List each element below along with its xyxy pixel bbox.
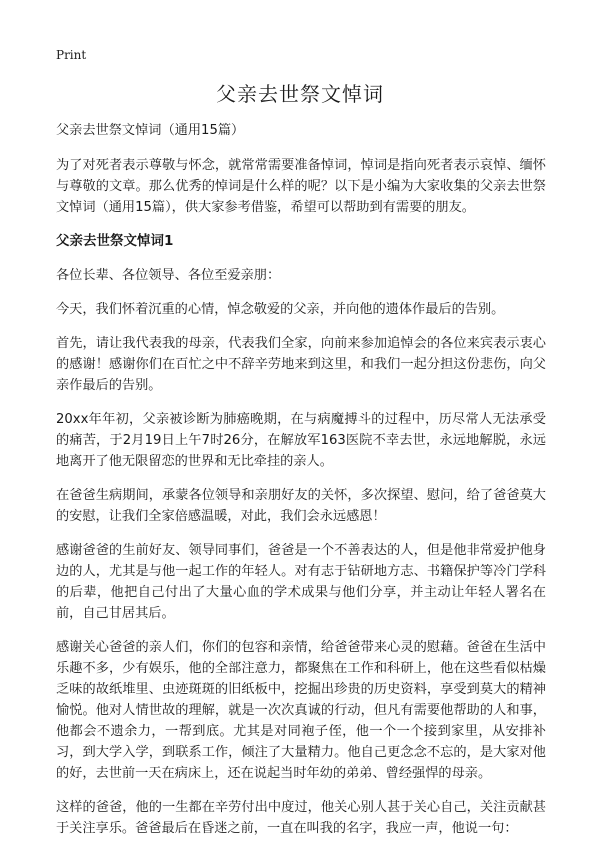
body-paragraph: 这样的爸爸，他的一生都在辛劳付出中度过，他关心别人甚于关心自己，关注贡献甚于关注享乐。爸爸最后在昏迷之前，一直在叫我的名字，我应一声，他说一句： [56,800,546,836]
body-paragraph: 20xx年年初，父亲被诊断为肺癌晚期，在与病魔搏斗的过程中，历尽常人无法承受的痛苦，于2月19日上午7时26分，在解放军163医院不幸去世，永远地解脱，永远地离开了他无限留恋的世界和无比牵挂的亲人。 [56,412,546,469]
document-body [56,120,546,852]
page-title: 父亲去世祭文悼词 [216,82,384,106]
section-heading: 父亲去世祭文悼词1 [56,233,174,249]
body-paragraph: 在爸爸生病期间，承蒙各位领导和亲朋好友的关怀，多次探望、慰问，给了爸爸莫大的安慰，让我们全家倍感温暖，对此，我们会永远感恩！ [56,488,546,524]
document-subtitle: 父亲去世祭文悼词（通用15篇） [56,123,245,138]
body-paragraph: 今天，我们怀着沉重的心情，悼念敬爱的父亲，并向他的遗体作最后的告别。 [56,302,505,317]
body-paragraph: 感谢关心爸爸的亲人们，你们的包容和亲情，给爸爸带来心灵的慰藉。爸爸在生活中乐趣不多，少有娱乐，他的全部注意力，都聚焦在工作和科研上，他在这些看似枯燥乏味的故纸堆里、虫迹斑斑的旧纸板中，挖掘出珍贵的历史资料，享受到莫大的精神愉悦。他对人情世故的理解，就是一次次真诚的行动，但凡有需要他帮助的人和事，他都会不遗余力，一帮到底。尤其是对同袍子侄，他一个一个接到家里，从安排补习，到大学入学，到联系工作，倾注了大量精力。他自己更念念不忘的，是大家对他的好，去世前一天在病床上，还在说起当时年幼的弟弟、曾经强悍的母亲。 [56,640,546,781]
print-link[interactable]: Print [56,48,87,62]
body-paragraph: 首先，请让我代表我的母亲，代表我们全家，向前来参加追悼会的各位来宾表示衷心的感谢！感谢你们在百忙之中不辞辛劳地来到这里，和我们一起分担这份悲伤，向父亲作最后的告别。 [56,336,546,393]
body-paragraph: 感谢爸爸的生前好友、领导同事们，爸爸是一个不善表达的人，但是他非常爱护他身边的人，尤其是与他一起工作的年轻人。对有志于钻研地方志、书籍保护等冷门学科的后辈，他把自己付出了大量心血的学术成果与他们分享，并主动让年轻人署名在前，自己甘居其后。 [56,543,546,621]
body-paragraph: 各位长辈、各位领导、各位至爱亲朋： [56,268,281,283]
intro-paragraph: 为了对死者表示尊敬与怀念，就常常需要准备悼词，悼词是指向死者表示哀悼、缅怀与尊敬的文章。那么优秀的悼词是什么样的呢？以下是小编为大家收集的父亲去世祭文悼词（通用15篇），供大家参考借鉴，希望可以帮助到有需要的朋友。 [56,158,546,215]
